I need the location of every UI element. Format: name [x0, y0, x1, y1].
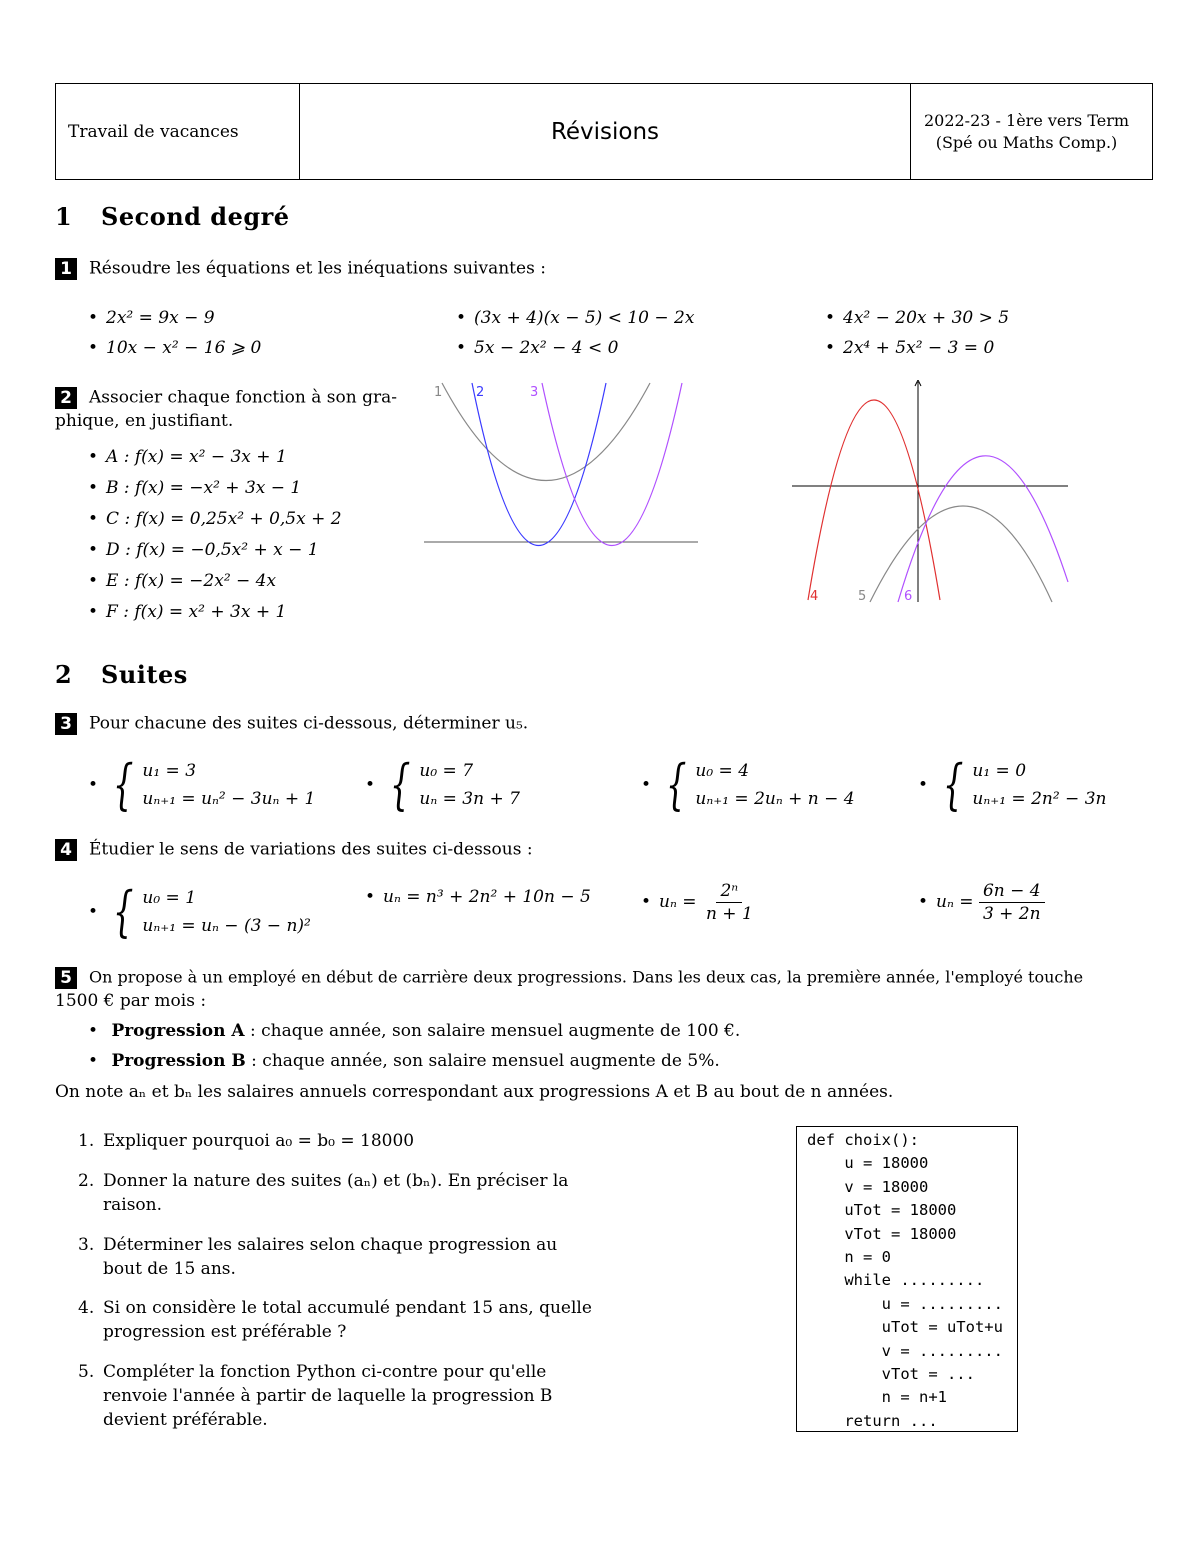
question-item — [78, 1233, 598, 1283]
question-text: Déterminer les salaires selon chaque progression au bout de 15 ans. — [103, 1235, 558, 1279]
notation-note: On note aₙ et bₙ les salaires annuels correspondant aux progressions A et B au bout de n années. — [55, 1082, 894, 1102]
fraction-lhs: uₙ = — [659, 892, 697, 912]
question-number: 1. — [78, 1131, 95, 1151]
fraction-denominator: 3 + 2n — [982, 904, 1041, 924]
statement-text: Résoudre les équations et les inéquations suivantes : — [89, 258, 546, 279]
ex1-item: • 5x − 2x² − 4 < 0 — [456, 338, 618, 358]
ex3-system: • { u₀ = 4 uₙ₊₁ = 2uₙ + n − 4 — [641, 757, 855, 813]
system-row: u₁ = 3 — [142, 761, 197, 781]
exercise-4-statement — [55, 839, 533, 861]
statement-text: Pour chacune des suites ci-dessous, déterminer u₅. — [89, 713, 529, 734]
fraction-numerator: 6n − 4 — [979, 880, 1045, 903]
graph-1 — [424, 378, 700, 580]
header-right-line2: (Spé ou Maths Comp.) — [935, 132, 1118, 152]
header-right — [911, 84, 1154, 179]
code-line: v = ......... — [807, 1341, 1003, 1360]
code-line: u = ......... — [807, 1294, 1003, 1313]
curve-label: 5 — [858, 589, 867, 604]
section-title: Suites — [101, 660, 188, 689]
exercise-5-intro — [55, 967, 1083, 989]
curve-1 — [442, 383, 650, 481]
question-text: Compléter la fonction Python ci-contre pour qu'elle renvoie l'année à partir de laquelle la progression B devient préférable. — [103, 1362, 553, 1430]
system-row: uₙ = 3n + 7 — [419, 789, 520, 809]
question-number: 4. — [78, 1298, 95, 1318]
question-text: Donner la nature des suites (aₙ) et (bₙ). En préciser la raison. — [103, 1171, 569, 1215]
question-text: Expliquer pourquoi a₀ = b₀ = 18000 — [103, 1131, 415, 1151]
code-line: v = 18000 — [807, 1177, 929, 1196]
question-item — [78, 1129, 598, 1159]
section-number: 1 — [55, 202, 73, 231]
curve-label: 3 — [530, 385, 539, 400]
exercise-number: 5 — [55, 967, 77, 989]
progression-label: Progression A — [111, 1021, 245, 1041]
ex2-function: • D : f(x) = −0,5x² + x − 1 — [88, 540, 319, 560]
ex4-system: • { u₀ = 1 uₙ₊₁ = uₙ − (3 − n)² — [88, 884, 311, 940]
statement-text: Associer chaque fonction à son gra- — [89, 387, 398, 408]
code-line: def choix(): — [807, 1131, 919, 1149]
fraction-numerator: 2ⁿ — [716, 880, 742, 903]
question-item — [78, 1360, 598, 1435]
curve-6 — [898, 456, 1068, 602]
curve-5 — [870, 506, 1052, 602]
exercise-2-statement — [55, 387, 397, 409]
code-line: u = 18000 — [807, 1154, 929, 1173]
exercise-1-statement — [55, 258, 546, 280]
ex1-item: • 2x⁴ + 5x² − 3 = 0 — [825, 338, 994, 358]
ex4-item — [641, 880, 757, 925]
section-2-heading — [55, 660, 188, 689]
system-row: u₀ = 4 — [695, 761, 750, 781]
code-line: return ... — [807, 1411, 938, 1430]
exercise-5-intro-cont: 1500 € par mois : — [55, 991, 207, 1011]
system-row: uₙ₊₁ = 2uₙ + n − 4 — [695, 789, 855, 809]
ex2-function: • C : f(x) = 0,25x² + 0,5x + 2 — [88, 509, 342, 529]
curve-label: 6 — [904, 589, 913, 604]
curve-label: 2 — [476, 385, 485, 400]
ex1-item: • 4x² − 20x + 30 > 5 — [825, 308, 1009, 328]
code-line: while ......... — [807, 1271, 985, 1290]
curve-4 — [808, 400, 940, 600]
fraction-lhs: uₙ = — [936, 892, 974, 912]
python-code-box — [796, 1126, 1018, 1432]
ex1-item: • 2x² = 9x − 9 — [88, 308, 215, 328]
ex2-function: • E : f(x) = −2x² − 4x — [88, 571, 276, 591]
header-table — [55, 83, 1153, 180]
ex1-item: • 10x − x² − 16 ⩾ 0 — [88, 338, 261, 358]
curve-3 — [542, 383, 682, 546]
ex1-item: • (3x + 4)(x − 5) < 10 − 2x — [456, 308, 694, 328]
curve-label: 1 — [434, 385, 443, 400]
curve-2 — [472, 383, 606, 546]
fraction-denominator: n + 1 — [705, 904, 753, 924]
ex4-item — [918, 880, 1045, 925]
section-number: 2 — [55, 660, 73, 689]
curve-label: 4 — [810, 589, 819, 604]
header-left: Travail de vacances — [56, 84, 300, 179]
progression-text: : chaque année, son salaire mensuel augmente de 5%. — [245, 1051, 720, 1071]
exercise-number: 3 — [55, 713, 77, 735]
ex4-item: • uₙ = n³ + 2n² + 10n − 5 — [365, 887, 591, 907]
code-line: uTot = uTot+u — [807, 1318, 1003, 1337]
progression-b — [88, 1051, 720, 1071]
exercise-3-statement — [55, 713, 528, 735]
ex2-function: • A : f(x) = x² − 3x + 1 — [88, 447, 287, 467]
system-row: uₙ₊₁ = uₙ − (3 − n)² — [142, 916, 311, 936]
system-row: uₙ₊₁ = uₙ² − 3uₙ + 1 — [142, 789, 316, 809]
statement-text: On propose à un employé en début de carrière deux progressions. Dans les deux cas, la première année, l'employé touche — [89, 967, 1084, 987]
question-item — [78, 1169, 598, 1219]
question-number: 2. — [78, 1171, 95, 1191]
section-title: Second degré — [101, 202, 290, 231]
ex3-system: • { u₁ = 0 uₙ₊₁ = 2n² − 3n — [918, 757, 1106, 813]
exercise-number: 2 — [55, 387, 77, 409]
question-text: Si on considère le total accumulé pendant 15 ans, quelle progression est préférable ? — [103, 1298, 592, 1342]
ex3-system: • { u₀ = 7 uₙ = 3n + 7 — [365, 757, 520, 813]
system-row: u₀ = 7 — [419, 761, 474, 781]
code-line: n = 0 — [807, 1247, 891, 1266]
question-number: 5. — [78, 1362, 95, 1382]
code-line: n = n+1 — [807, 1388, 947, 1407]
exercise-number: 4 — [55, 839, 77, 861]
progression-label: Progression B — [111, 1051, 246, 1071]
section-1-heading — [55, 202, 290, 231]
ex2-function: • F : f(x) = x² + 3x + 1 — [88, 602, 286, 622]
graph-2 — [790, 380, 1072, 605]
question-item — [78, 1296, 598, 1346]
header-right-line1: 2022-23 - 1ère vers Term — [923, 110, 1130, 130]
progression-a — [88, 1021, 740, 1041]
page-title: Révisions — [300, 84, 911, 179]
exercise-number: 1 — [55, 258, 77, 280]
code-line: vTot = ... — [807, 1364, 975, 1383]
statement-text: Étudier le sens de variations des suites ci-dessous : — [89, 839, 533, 860]
ex2-function: • B : f(x) = −x² + 3x − 1 — [88, 478, 301, 498]
system-row: uₙ₊₁ = 2n² − 3n — [972, 789, 1107, 809]
exercise-2-statement-cont: phique, en justifiant. — [55, 411, 234, 431]
system-row: u₀ = 1 — [142, 888, 197, 908]
progression-text: : chaque année, son salaire mensuel augmente de 100 €. — [244, 1021, 741, 1041]
code-line: vTot = 18000 — [807, 1224, 957, 1243]
code-line: uTot = 18000 — [807, 1201, 957, 1220]
question-number: 3. — [78, 1235, 95, 1255]
system-row: u₁ = 0 — [972, 761, 1027, 781]
ex3-system: • { u₁ = 3 uₙ₊₁ = uₙ² − 3uₙ + 1 — [88, 757, 315, 813]
